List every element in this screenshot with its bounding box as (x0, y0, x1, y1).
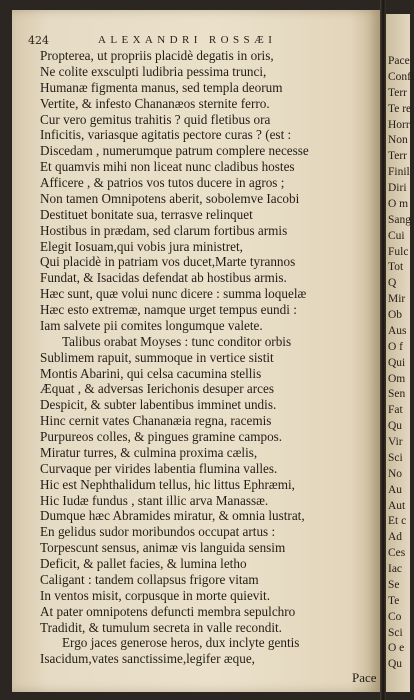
facing-page-word: Fulc (388, 245, 409, 258)
facing-page-word: Sen (388, 388, 406, 401)
facing-page-word: Se (388, 578, 400, 591)
text-line: Curvaque per virides labentia flumina valles. (40, 460, 278, 476)
text-line: Hæc sunt, quæ volui nunc dicere : summa loquelæ (40, 286, 307, 302)
poem-text (40, 48, 386, 667)
text-line: Caligant : tandem collapsus frigore vitam (40, 571, 259, 587)
facing-page-word: Sang (388, 213, 411, 226)
facing-page-word: Te (388, 594, 400, 607)
facing-page-word: Vir (388, 436, 403, 448)
facing-page-word: Confi (388, 70, 414, 83)
facing-page-word: Diri (388, 182, 407, 194)
facing-page-word: Horr (388, 118, 410, 131)
left-page (12, 10, 380, 692)
facing-page-edge (386, 14, 414, 692)
facing-page-word: Non (388, 134, 408, 147)
text-line: Vertite, & infesto Chananæos sternite ferro. (40, 95, 270, 111)
text-line: Hic est Nephthalidum tellus, hic littus Ephræmi, (40, 476, 295, 492)
text-line: Hic Iudæ fundus , stant illic arva Manassæ. (40, 492, 269, 508)
text-line: Hostibus in prædam, sed clarum fortibus armis (40, 222, 288, 238)
facing-page-word: No (388, 467, 403, 480)
facing-page-word: Ces (388, 547, 406, 560)
text-line: En gelidus sudor moribundos occupat artus : (40, 524, 276, 540)
facing-page-word: Co (388, 610, 402, 623)
text-line: Discedam , numerumque patrum complere necesse (40, 143, 309, 159)
facing-page-word: Iac (388, 563, 403, 575)
text-line: Dumque hæc Abramides miratur, & omnia lustrat, (40, 508, 305, 524)
text-line: Qui placidè in patriam vos ducet,Marte tyrannos (40, 254, 296, 270)
facing-page-word: Qu (388, 420, 403, 433)
page-number: 424 (28, 34, 49, 47)
catchword: Pace (352, 670, 377, 685)
facing-page-word: Te re (388, 102, 412, 115)
facing-page-word: Sci (388, 626, 403, 639)
facing-page-word: Om (388, 372, 406, 385)
text-line: Miratur turres, & culmina proxima cælis, (40, 444, 258, 460)
text-line: In ventos misit, corpusque in morte quievit. (40, 587, 271, 603)
text-line: Sublimem rapuit, summoque in vertice sistit (40, 349, 274, 365)
text-line: Talibus orabat Moyses : tunc conditor orbis (62, 333, 292, 349)
text-line: Non tamen Omnipotens aberit, sobolemve Iacobi (40, 190, 300, 206)
facing-page-word: Finil (388, 166, 410, 179)
text-line: Isacidum,vates sanctissime,legifer æque, (40, 651, 255, 667)
facing-page-word: O e (388, 642, 405, 655)
text-line: Cur vero gemitus trahitis ? quid fletibus ora (40, 111, 271, 127)
text-line: Torpescunt sensus, animæ vis languida sensim (40, 540, 286, 556)
facing-page-word: Sci (388, 451, 403, 464)
text-line: Destituet bonitate sua, terrasve relinquet (40, 206, 253, 222)
text-line: At pater omnipotens defuncti membra sepulchro (40, 603, 296, 619)
text-line: Hinc cernit vates Chananæia regna, racemis (40, 413, 272, 429)
text-line: Inficitis, variasque agitatis pectore curas ? (est : (40, 127, 292, 143)
facing-page-word: Fat (388, 404, 403, 417)
text-line: Æquat , & adversas Ierichonis desuper arces (40, 381, 274, 397)
facing-page-word: O f (388, 340, 404, 353)
facing-page-word: Qu (388, 658, 403, 671)
facing-page-word: Aus (388, 324, 407, 337)
text-line: Despicit, & subter labentibus imminet undis. (40, 397, 277, 413)
text-line: Afficere , & patrios vos tutos ducere in agros ; (40, 175, 285, 190)
text-line: Hæc esto extremæ, namque urget tempus eundi : (40, 302, 297, 317)
facing-page-word: Aut (388, 499, 406, 512)
text-line: Iam salvete pii comites longumque valete. (40, 317, 263, 333)
text-line: Fundat, & Isacidas defendat ab hostibus armis. (40, 270, 287, 286)
text-line: Tradidit, & tumulum secreta in valle recondit. (40, 619, 282, 635)
facing-page-word: Ad (388, 531, 403, 544)
facing-page-word: Mir (388, 293, 406, 306)
text-line: Deficit, & pallet facies, & lumina letho (40, 556, 247, 571)
facing-page-word: Tot (388, 261, 404, 274)
text-line: Propterea, ut propriis placidè degatis in oris, (40, 48, 274, 63)
text-line: Montis Abarini, qui celsa cacumina stellis (40, 365, 262, 381)
text-line: Humanæ figmenta manus, sed templa deorum (40, 79, 283, 95)
facing-page-word: Terr (388, 150, 407, 163)
facing-page-word: Au (388, 483, 403, 496)
text-line: Ergo jaces generose heros, dux inclyte gentis (62, 635, 300, 651)
facing-page-word: Et c (388, 515, 407, 528)
text-line: Elegit Iosuam,qui vobis jura ministret, (40, 238, 243, 254)
text-line: Ne colite exsculpti ludibria pessima trunci, (40, 63, 267, 79)
facing-page-word: O m (388, 197, 409, 210)
facing-page-word: Qui (388, 356, 406, 369)
text-line: Purpureos colles, & pingues gramine campos. (40, 429, 283, 444)
facing-page-word: Ob (388, 309, 403, 321)
text-line: Et quamvis mihi non liceat nunc cladibus hostes (40, 159, 295, 175)
facing-page-fragments (388, 54, 414, 673)
facing-page-word: Terr (388, 86, 407, 99)
facing-page-word: Q (388, 277, 397, 290)
facing-page-word: Pace (388, 55, 410, 67)
facing-page-word: Cui (388, 229, 405, 242)
running-head: ALEXANDRI ROSSÆI (98, 34, 277, 46)
